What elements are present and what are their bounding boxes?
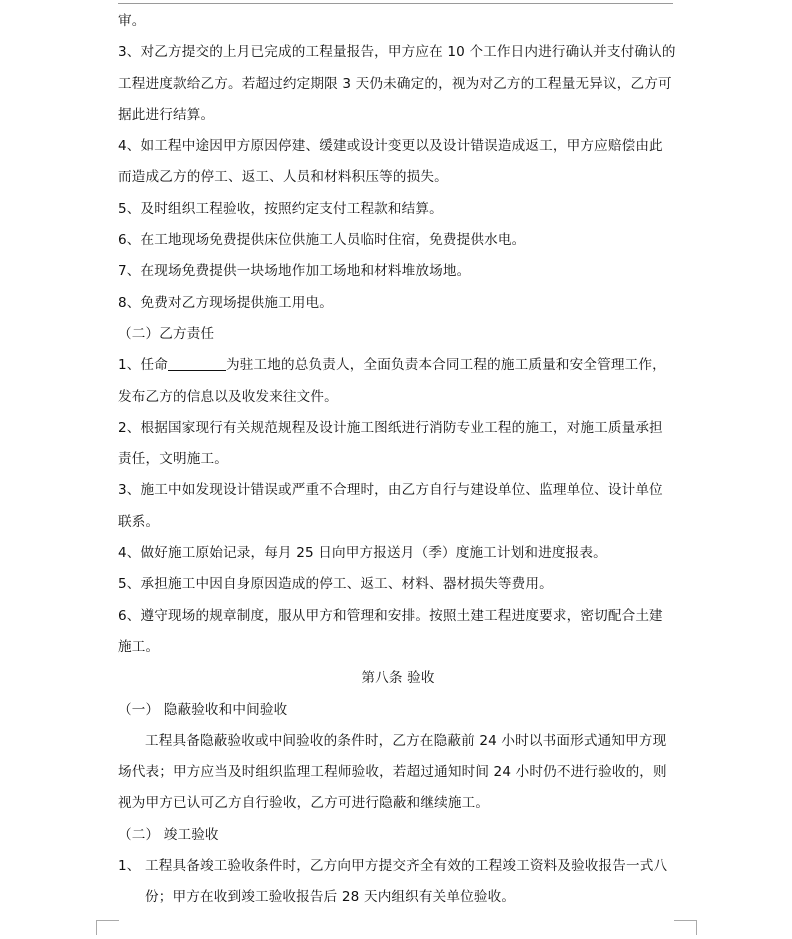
item-prefix: 1、任命 bbox=[118, 357, 169, 374]
document-page bbox=[118, 6, 678, 914]
text-line: 3、施工中如发现设计错误或严重不合理时，由乙方自行与建设单位、监理单位、设计单位 bbox=[118, 482, 663, 499]
text-line: 6、在工地现场免费提供床位供施工人员临时住宿，免费提供水电。 bbox=[118, 232, 526, 249]
text-line: 工程进度款给乙方。若超过约定期限 3 天仍未确定的，视为对乙方的工程量无异议，乙方可 bbox=[118, 75, 672, 92]
page-corner-mark bbox=[674, 920, 697, 935]
section-heading: （二） 竣工验收 bbox=[118, 826, 219, 843]
text-line: 工程具备隐蔽验收或中间验收的条件时，乙方在隐蔽前 24 小时以书面形式通知甲方现 bbox=[145, 732, 667, 749]
text-line: 场代表；甲方应当及时组织监理工程师验收，若超过通知时间 24 小时仍不进行验收的，则 bbox=[118, 764, 667, 781]
text-line: 1、 工程具备竣工验收条件时，乙方向甲方提交齐全有效的工程竣工资料及验收报告一式八 bbox=[118, 858, 668, 875]
text-line: 联系。 bbox=[118, 513, 160, 530]
text-line: 4、如工程中途因甲方原因停建、缓建或设计变更以及设计错误造成返工，甲方应赔偿由此 bbox=[118, 138, 663, 155]
text-line: 责任，文明施工。 bbox=[118, 451, 228, 468]
article-title: 第八条 验收 bbox=[361, 670, 435, 687]
text-line: 审。 bbox=[118, 13, 146, 29]
text-line: 视为甲方已认可乙方自行验收，乙方可进行隐蔽和继续施工。 bbox=[118, 795, 490, 812]
text-line: 据此进行结算。 bbox=[118, 106, 215, 123]
fill-in-blank[interactable] bbox=[168, 356, 226, 371]
text-line: 7、在现场免费提供一块场地作加工场地和材料堆放场地。 bbox=[118, 263, 471, 280]
text-line: 8、免费对乙方现场提供施工用电。 bbox=[118, 294, 333, 311]
text-line: 发布乙方的信息以及收发来往文件。 bbox=[118, 388, 338, 405]
text-line: 份；甲方在收到竣工验收报告后 28 天内组织有关单位验收。 bbox=[145, 889, 516, 906]
page-footer bbox=[0, 918, 792, 939]
text-line: 5、承担施工中因自身原因造成的停工、返工、材料、器材损失等费用。 bbox=[118, 576, 553, 593]
text-line: 5、及时组织工程验收，按照约定支付工程款和结算。 bbox=[118, 200, 443, 217]
text-line bbox=[118, 350, 678, 381]
text-line: 6、遵守现场的规章制度，服从甲方和管理和安排。按照土建工程进度要求，密切配合土建 bbox=[118, 607, 663, 624]
text-line: 3、对乙方提交的上月已完成的工程量报告，甲方应在 10 个工作日内进行确认并支付确认的 bbox=[118, 44, 676, 61]
text-line: 2、根据国家现行有关规范规程及设计施工图纸进行消防专业工程的施工，对施工质量承担 bbox=[118, 419, 663, 436]
text-line: 而造成乙方的停工、返工、人员和材料积压等的损失。 bbox=[118, 169, 448, 186]
page-corner-mark bbox=[96, 920, 119, 935]
item-text: 为驻工地的总负责人，全面负责本合同工程的施工质量和安全管理工作， bbox=[226, 357, 666, 374]
page-top-border bbox=[118, 3, 673, 4]
section-heading: （一） 隐蔽验收和中间验收 bbox=[118, 701, 288, 718]
text-line: 施工。 bbox=[118, 638, 160, 655]
text-line: 4、做好施工原始记录，每月 25 日向甲方报送月（季）度施工计划和进度报表。 bbox=[118, 545, 607, 562]
section-heading: （二）乙方责任 bbox=[118, 325, 215, 342]
